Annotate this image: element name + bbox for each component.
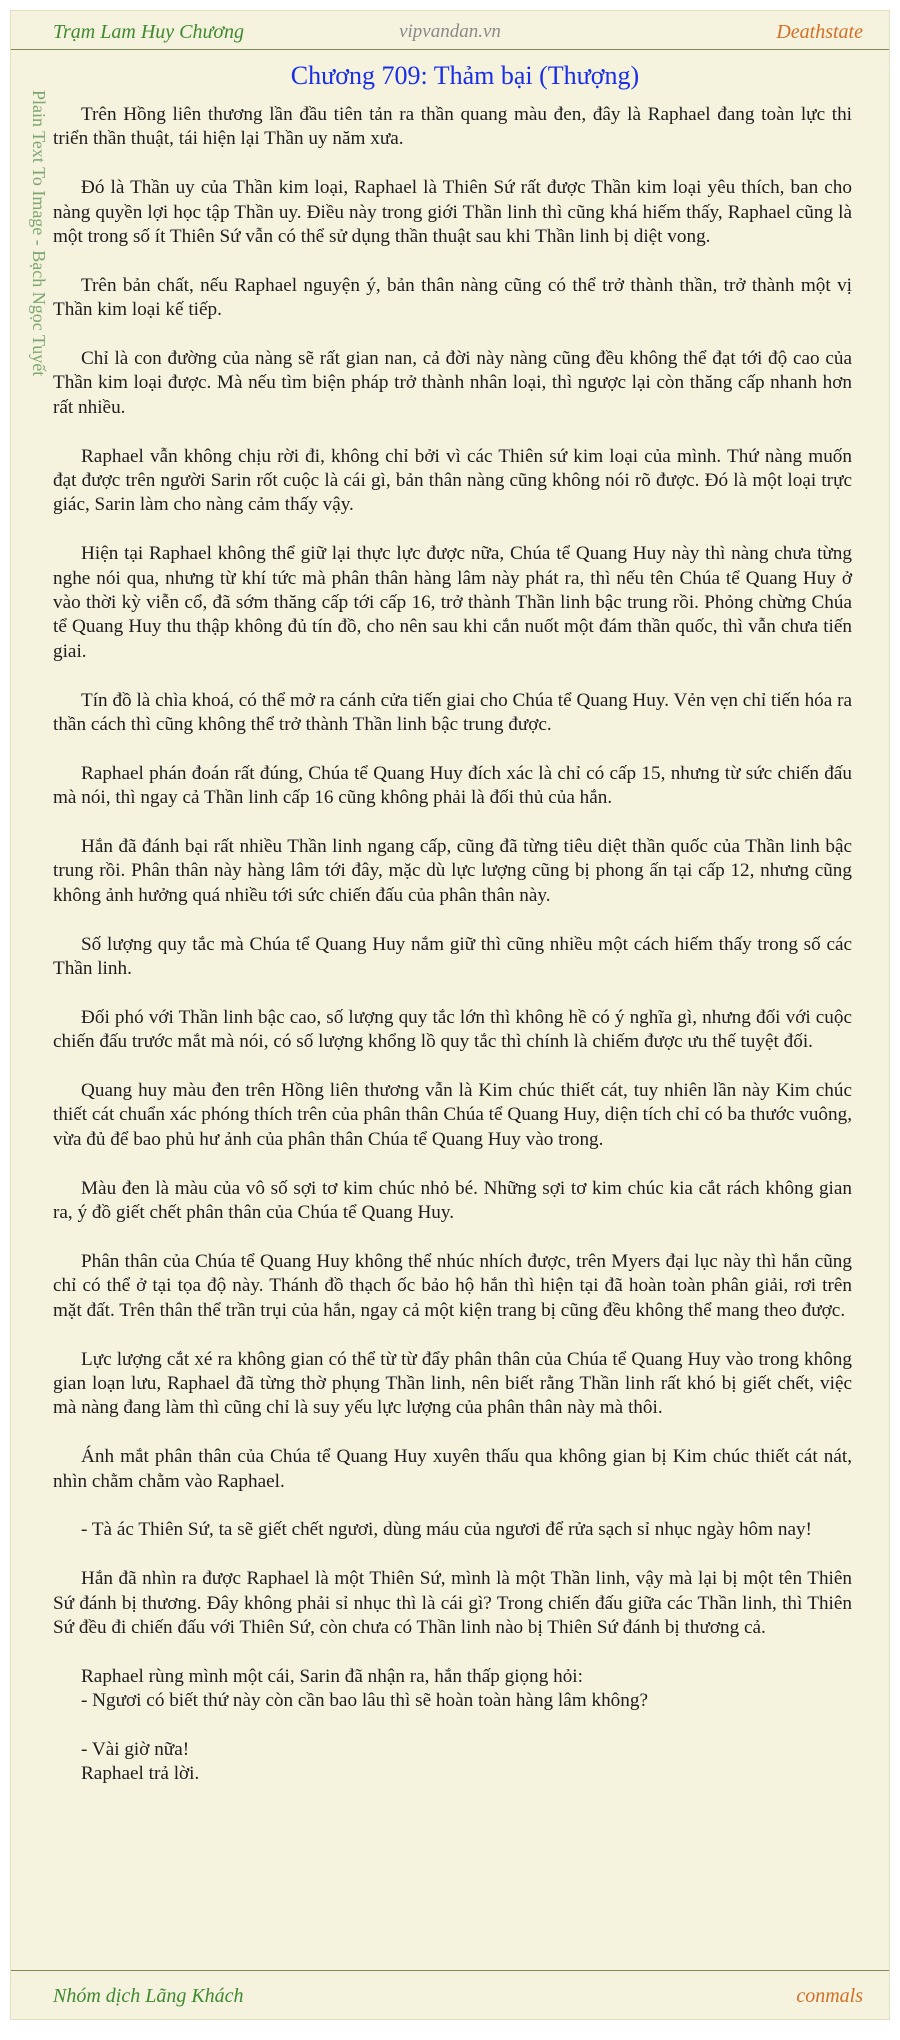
body-paragraph: Số lượng quy tắc mà Chúa tể Quang Huy nắm giữ thì cũng nhiều một cách hiếm thấy trong số các Thần linh. xyxy=(53,933,852,980)
chapter-title: Chương 709: Thảm bại (Thượng) xyxy=(290,61,640,90)
body-paragraph: Hắn đã đánh bại rất nhiều Thần linh ngang cấp, cũng đã từng tiêu diệt thần quốc của Thần linh bậc trung rồi. Phân thân này hàng lâm tới đây, mặc dù lực lượng cũng bị phong ấn tại cấp 12, nhưng cũng không ảnh hưởng quá nhiều tới sức chiến đấu của phân thân này. xyxy=(53,836,852,906)
side-watermark-label: Plain Text To Image - Bạch Ngọc Tuyết xyxy=(29,89,49,377)
body-paragraph: - Vài giờ nữa! xyxy=(81,1738,190,1760)
body-paragraph: - Tà ác Thiên Sứ, ta sẽ giết chết ngươi, dùng máu của ngươi để rửa sạch sỉ nhục ngày hôm nay! xyxy=(81,1519,812,1541)
header-website: vipvandan.vn xyxy=(399,21,501,42)
body-paragraph: Hiện tại Raphael không thể giữ lại thực lực được nữa, Chúa tể Quang Huy này thì nàng chưa từng nghe nói qua, nhưng từ khí tức mà phân thân hàng lâm này phát ra, thì nếu tên Chúa tể Quang Huy ở vào thời kỳ viễn cổ, đã sớm thăng cấp tới cấp 16, trở thành Thần linh bậc trung rồi. Phỏng chừng Chúa tể Quang Huy thu thập không đủ tín đồ, cho nên sau khi cắn nuốt một đám thần quốc, thì vẫn chưa tiến giai. xyxy=(53,543,852,662)
body-paragraph: Raphael phán đoán rất đúng, Chúa tể Quang Huy đích xác là chỉ có cấp 15, nhưng từ sức chiến đấu mà nói, thì ngay cả Thần linh cấp 16 cũng không phải là đối thủ của hắn. xyxy=(53,762,852,809)
body-paragraph: Ánh mắt phân thân của Chúa tể Quang Huy xuyên thấu qua không gian bị Kim chúc thiết cát nát, nhìn chằm chằm vào Raphael. xyxy=(53,1446,852,1492)
body-paragraph: Raphael vẫn không chịu rời đi, không chỉ bởi vì các Thiên sứ kim loại của mình. Thứ nàng muốn đạt được trên người Sarin rốt cuộc là cái gì, bản thân nàng cũng không nói rõ được. Đó là một loại trực giác, Sarin làm cho nàng cảm thấy vậy. xyxy=(53,445,852,516)
page-footer xyxy=(11,1970,889,2019)
body-paragraph: Tín đồ là chìa khoá, có thể mở ra cánh cửa tiến giai cho Chúa tể Quang Huy. Vẻn vẹn chỉ tiến hóa ra thần cách thì cũng không thể trở thành Thần linh bậc trung được. xyxy=(53,689,852,736)
body-paragraph: Phân thân của Chúa tể Quang Huy không thể nhúc nhích được, trên Myers đại lục này thì hắn cũng chỉ có thể ở tại tọa độ này. Thánh đồ thạch ốc bảo hộ hắn thì hiện tại đã hoàn toàn phân giải, rơi trên mặt đất. Trên thân thể trần trụi của hắn, ngay cả một kiện trang bị cũng đều không thể mang theo được. xyxy=(53,1250,852,1321)
page-header xyxy=(11,11,889,50)
footer-translator-group: Nhóm dịch Lãng Khách xyxy=(53,1985,244,2007)
body-paragraph: Màu đen là màu của vô số sợi tơ kim chúc nhỏ bé. Những sợi tơ kim chúc kia cắt rách không gian ra, ý đồ giết chết phân thân của Chúa tể Quang Huy. xyxy=(53,1177,852,1224)
body-paragraph: Raphael trả lời. xyxy=(81,1763,200,1785)
body-paragraph: Raphael rùng mình một cái, Sarin đã nhận ra, hắn thấp giọng hỏi: xyxy=(81,1665,583,1687)
body-paragraph: - Ngươi có biết thứ này còn cần bao lâu thì sẽ hoàn toàn hàng lâm không? xyxy=(81,1690,648,1712)
body-paragraph: Trên Hồng liên thương lần đầu tiên tản ra thần quang màu đen, đây là Raphael đang toàn lực thi triển thần thuật, tái hiện lại Thần uy năm xưa. xyxy=(53,104,852,150)
header-author: Deathstate xyxy=(776,21,863,43)
body-paragraph: Trên bản chất, nếu Raphael nguyện ý, bản thân nàng cũng có thể trở thành thần, trở thành một vị Thần kim loại kế tiếp. xyxy=(53,274,852,321)
body-paragraph: Chỉ là con đường của nàng sẽ rất gian nan, cả đời này nàng cũng đều không thể đạt tới độ cao của Thần kim loại được. Mà nếu tìm biện pháp trở thành nhân loại, thì ngược lại còn thăng cấp nhanh hơn rất nhiều. xyxy=(53,348,852,418)
body-paragraph: Quang huy màu đen trên Hồng liên thương vẫn là Kim chúc thiết cát, tuy nhiên lần này Kim chúc thiết cát chuẩn xác phóng thích trên của phân thân Chúa tể Quang Huy, diện tích chỉ có ba thước vuông, vừa đủ để bao phủ hư ảnh của phân thân Chúa tể Quang Huy vào trong. xyxy=(53,1080,852,1150)
chapter-body xyxy=(53,103,852,1811)
footer-credit: conmals xyxy=(796,1985,863,2007)
body-paragraph: Hắn đã nhìn ra được Raphael là một Thiên Sứ, mình là một Thần linh, vậy mà lại bị một tên Thiên Sứ đánh bị thương. Đây không phải sỉ nhục thì là cái gì? Trong chiến đấu giữa các Thần linh, thì Thiên Sứ đều đi chiến đấu với Thiên Sứ, còn chưa có Thần linh nào bị Thiên Sứ đánh bị thương cả. xyxy=(53,1568,852,1638)
page xyxy=(10,10,890,2020)
body-paragraph: Lực lượng cắt xé ra không gian có thể từ từ đẩy phân thân của Chúa tể Quang Huy vào trong không gian loạn lưu, Raphael đã từng thờ phụng Thần linh, nên biết rằng Thần linh rất khó bị giết chết, việc mà nàng đang làm thì cũng chỉ là suy yếu lực lượng của phân thân này mà thôi. xyxy=(53,1348,852,1419)
header-site-name: Trạm Lam Huy Chương xyxy=(53,21,245,43)
body-paragraph: Đó là Thần uy của Thần kim loại, Raphael là Thiên Sứ rất được Thần kim loại yêu thích, ban cho nàng quyền lợi học tập Thần uy. Điều này trong giới Thần linh thì cũng khá hiếm thấy, Raphael cũng là một trong số ít Thiên Sứ vẫn có thể sử dụng thần thuật sau khi Thần linh bị diệt vong. xyxy=(53,177,852,248)
body-paragraph: Đối phó với Thần linh bậc cao, số lượng quy tắc lớn thì không hề có ý nghĩa gì, nhưng đối với cuộc chiến đấu trước mắt mà nói, có số lượng khổng lồ quy tắc thì chính là chiếm được ưu thế tuyệt đối. xyxy=(53,1006,852,1053)
